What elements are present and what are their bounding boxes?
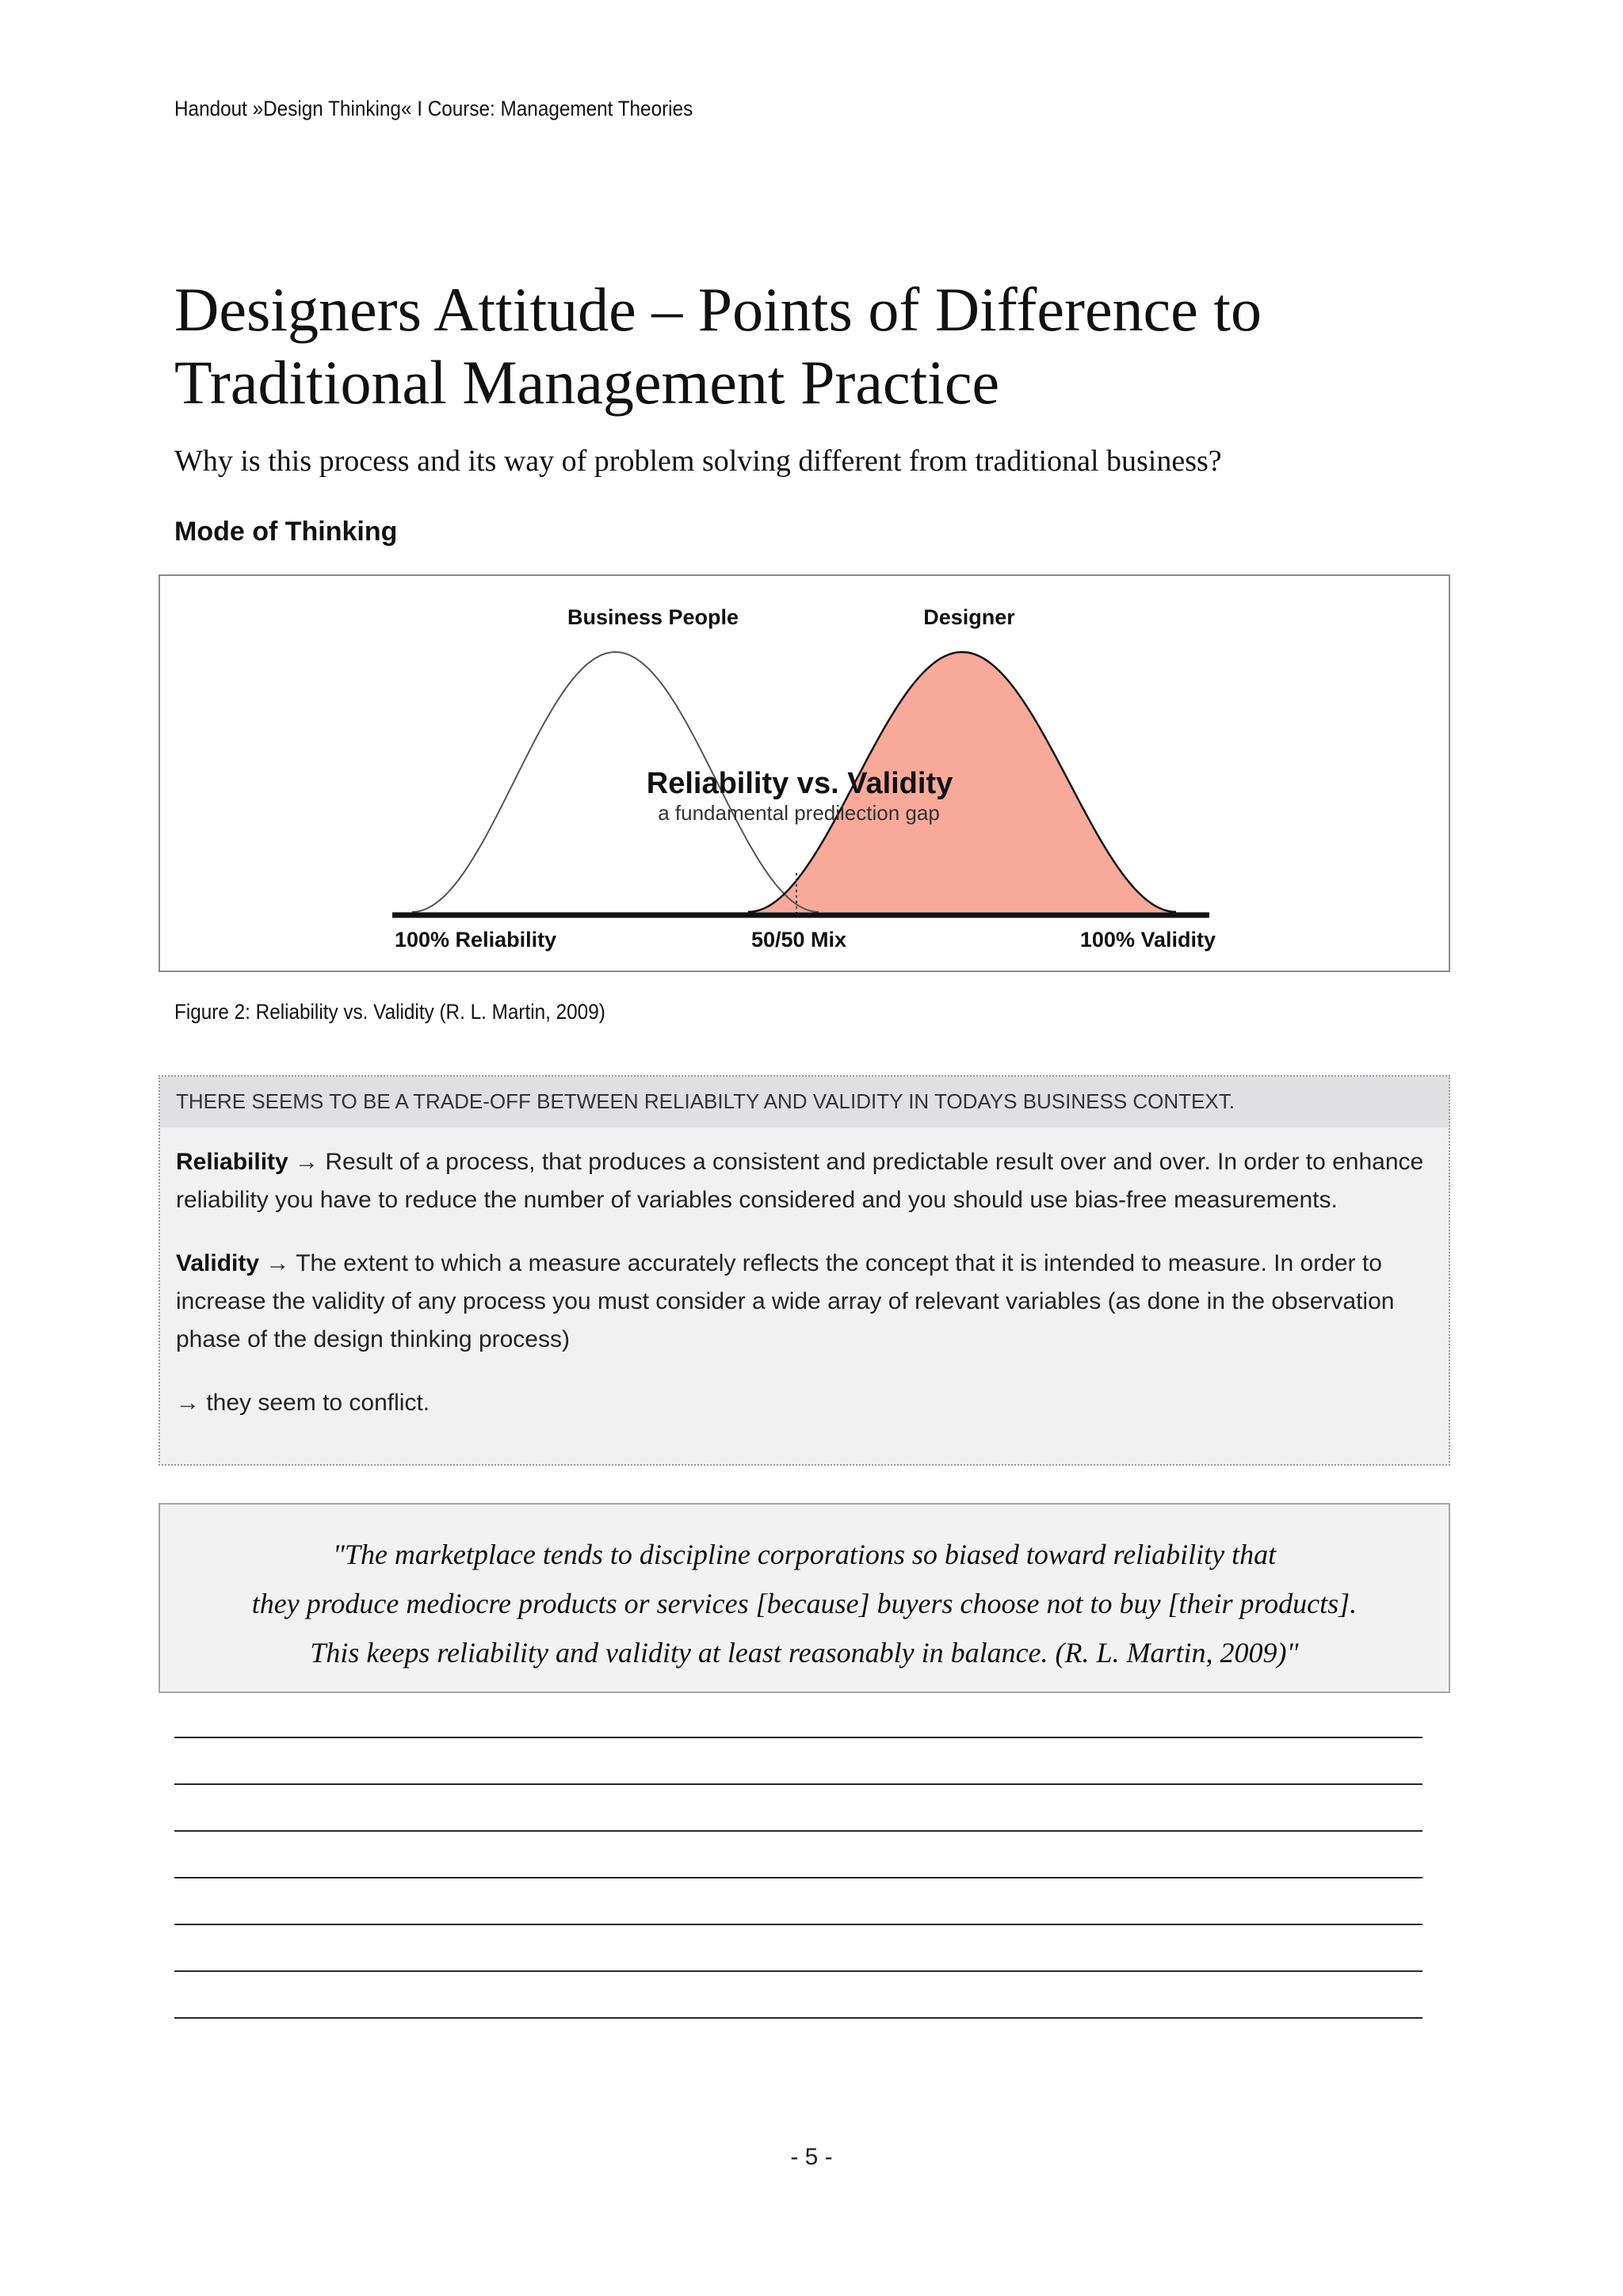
figure-caption: Figure 2: Reliability vs. Validity (R. L. Martin, 2009)	[174, 1000, 605, 1024]
reliability-validity-diagram	[160, 576, 1449, 971]
figure-box	[158, 574, 1450, 972]
info-box-header: THERE SEEMS TO BE A TRADE-OFF BETWEEN RELIABILTY AND VALIDITY IN TODAYS BUSINESS CONTEXT.	[160, 1077, 1449, 1127]
quote-box	[158, 1503, 1450, 1693]
page-subtitle: Why is this process and its way of problem solving different from traditional business?	[174, 444, 1222, 478]
note-line	[174, 1783, 1423, 1785]
reliability-term: Reliability	[176, 1149, 288, 1175]
note-line	[174, 1877, 1423, 1878]
page-title-line-1: Designers Attitude – Points of Difference to	[174, 275, 1262, 344]
center-title: Reliability vs. Validity	[646, 767, 953, 800]
page-number: - 5 -	[790, 2144, 833, 2170]
reliability-definition	[176, 1143, 1433, 1219]
info-box	[158, 1075, 1450, 1466]
page-title-line-2: Traditional Management Practice	[174, 348, 1000, 417]
info-box-body	[160, 1127, 1449, 1422]
validity-definition	[176, 1245, 1433, 1359]
section-heading: Mode of Thinking	[174, 517, 398, 547]
validity-text: → The extent to which a measure accurately reflects the concept that it is intended to measure. In order to increase the validity of any process you must consider a wide array of relevant variables (as done in the observation phase of the design thinking process)	[176, 1250, 1395, 1352]
page-title	[174, 273, 1442, 419]
reliability-text: → Result of a process, that produces a consistent and predictable result over and over. In order to enhance reliability you have to reduce the number of variables considered and you should use bias-free measurements.	[176, 1149, 1424, 1213]
conclusion-text: → they seem to conflict.	[176, 1390, 430, 1416]
quote-line-2: they produce mediocre products or services [because] buyers choose not to buy [their products].	[251, 1588, 1358, 1619]
note-line	[174, 1830, 1423, 1832]
note-line	[174, 1924, 1423, 1925]
axis-label-mid: 50/50 Mix	[750, 928, 847, 952]
note-line	[174, 2017, 1423, 2019]
validity-term: Validity	[176, 1250, 260, 1276]
note-line	[174, 1737, 1423, 1738]
axis-label-left: 100% Reliability	[395, 928, 557, 952]
quote-line-3: This keeps reliability and validity at least reasonably in balance. (R. L. Martin, 2009)"	[310, 1637, 1299, 1669]
axis-label-right: 100% Validity	[1079, 928, 1216, 952]
note-line	[174, 1970, 1423, 1972]
quote-line-1: "The marketplace tends to discipline corporations so biased toward reliability that	[332, 1539, 1277, 1570]
label-business-people: Business People	[567, 605, 739, 629]
page-header: Handout »Design Thinking« I Course: Management Theories	[174, 97, 693, 120]
center-subtitle: a fundamental predilection gap	[658, 801, 940, 825]
label-designer: Designer	[923, 605, 1015, 629]
